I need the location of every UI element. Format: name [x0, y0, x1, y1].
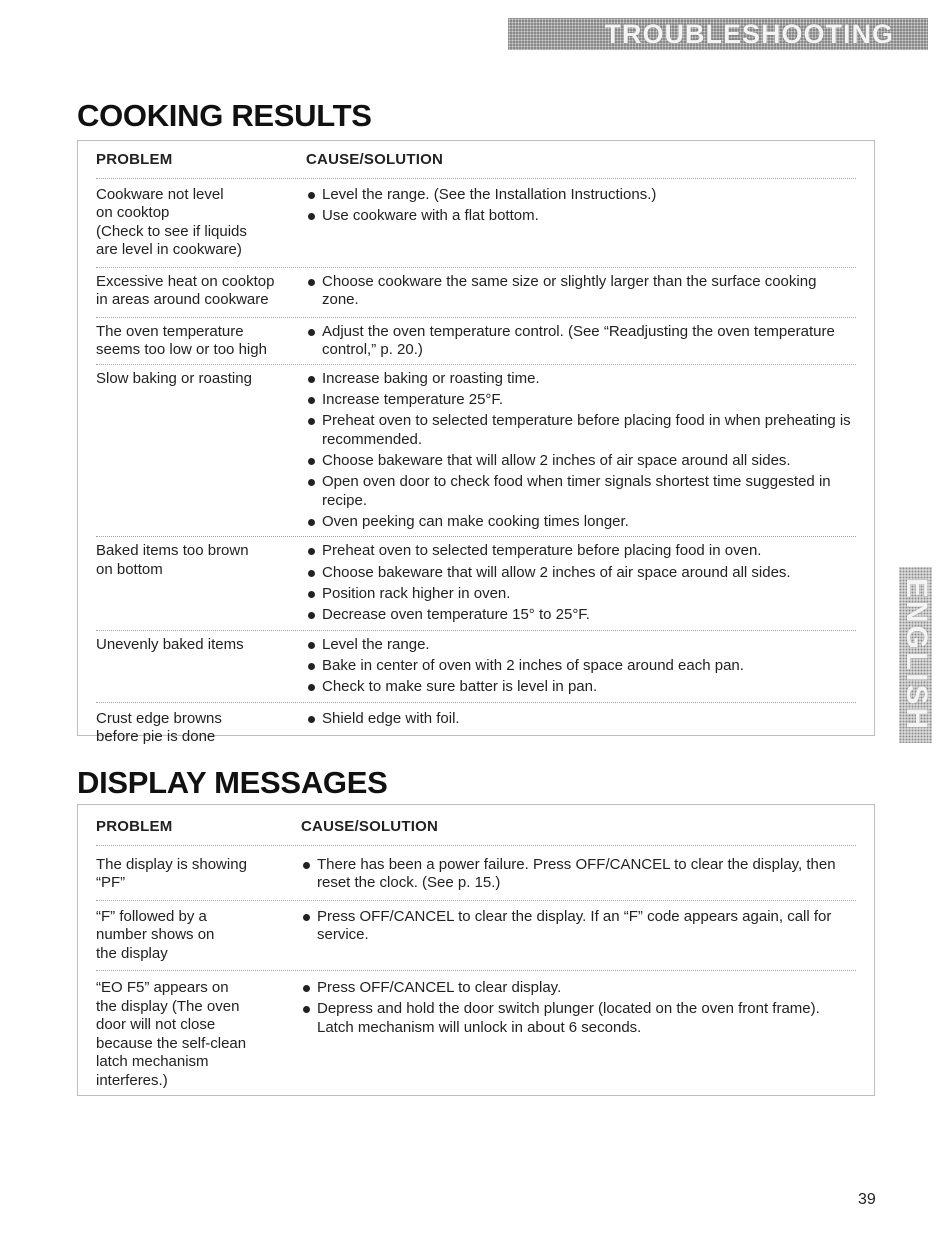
- solution-cell: [306, 636, 856, 697]
- solution-text: Choose bakeware that will allow 2 inches of air space around all sides.: [322, 451, 791, 469]
- problem-line: are level in cookware): [96, 241, 242, 258]
- bullet-icon: [308, 548, 315, 555]
- solution-item: [306, 710, 856, 729]
- problem-column-header: PROBLEM: [96, 151, 173, 168]
- bullet-icon: [308, 192, 315, 199]
- solution-item: [301, 856, 856, 893]
- table-row: [96, 268, 856, 318]
- solution-text: Level the range. (See the Installation Instructions.): [322, 185, 657, 203]
- solution-text: Depress and hold the door switch plunger (located on the oven front frame). Latch mechanism will unlock in about 6 seconds.: [317, 1000, 820, 1036]
- bullet-icon: [308, 570, 315, 577]
- solution-text: Choose bakeware that will allow 2 inches of air space around all sides.: [322, 563, 791, 581]
- bullet-icon: [303, 1006, 310, 1013]
- problem-cell: [96, 908, 301, 964]
- cooking-results-table: [77, 140, 875, 746]
- table-row: [96, 365, 856, 538]
- problem-cell: [96, 186, 306, 260]
- solution-item: [306, 412, 856, 449]
- bullet-icon: [308, 458, 315, 465]
- solution-item: [306, 473, 856, 510]
- solution-item: [306, 207, 856, 226]
- solution-list: [306, 370, 856, 532]
- problem-cell: [96, 979, 301, 1090]
- solution-text: Check to make sure batter is level in pan.: [322, 678, 598, 696]
- problem-line: “F” followed by a: [96, 907, 207, 925]
- solution-item: [306, 636, 856, 655]
- bullet-icon: [308, 418, 315, 425]
- table-row: [96, 846, 856, 901]
- solution-item: [306, 273, 856, 310]
- solution-text: Increase temperature 25°F.: [322, 390, 504, 408]
- solution-cell: [306, 710, 856, 747]
- bullet-icon: [308, 213, 315, 220]
- problem-cell: [96, 856, 301, 893]
- solution-item: [306, 186, 856, 205]
- table-row: [96, 971, 856, 1095]
- problem-cell: [96, 710, 306, 747]
- table-row: [96, 703, 856, 752]
- bullet-icon: [303, 914, 310, 921]
- problem-line: Unevenly baked items: [96, 635, 244, 653]
- problem-line: The oven temperature: [96, 322, 244, 340]
- page-number: 39: [858, 1191, 876, 1208]
- table-row: [96, 631, 856, 703]
- solution-item: [306, 606, 856, 625]
- problem-line: the display (The oven: [96, 997, 240, 1015]
- banner-title: TROUBLESHOOTING: [604, 18, 894, 49]
- solution-cell: [306, 370, 856, 532]
- troubleshooting-banner: [508, 18, 928, 50]
- solution-cell: [301, 856, 856, 893]
- solution-text: Position rack higher in oven.: [322, 585, 511, 603]
- problem-cell: [96, 636, 306, 697]
- bullet-icon: [308, 716, 315, 723]
- solution-list: [306, 323, 856, 360]
- solution-item: [306, 678, 856, 697]
- bullet-icon: [308, 329, 315, 336]
- problem-line: Excessive heat on cooktop: [96, 272, 275, 290]
- bullet-icon: [308, 663, 315, 670]
- solution-list: [306, 186, 856, 226]
- solution-text: Oven peeking can make cooking times longer.: [322, 512, 629, 530]
- bullet-icon: [308, 612, 315, 619]
- table-row: [96, 901, 856, 972]
- problem-line: “PF”: [96, 874, 126, 891]
- solution-cell: [306, 323, 856, 360]
- solution-list: [306, 710, 856, 729]
- table-row: [96, 179, 856, 268]
- bullet-icon: [308, 397, 315, 404]
- solution-text: Preheat oven to selected temperature before placing food in when preheating is recommended.: [322, 412, 851, 448]
- table-row: [96, 318, 856, 365]
- problem-cell: [96, 273, 306, 310]
- solution-item: [306, 323, 856, 360]
- solution-item: [301, 1000, 856, 1037]
- problem-line: latch mechanism: [96, 1053, 209, 1070]
- solution-text: Open oven door to check food when timer signals shortest time suggested in recipe.: [322, 473, 831, 509]
- problem-line: number shows on: [96, 926, 215, 943]
- solution-text: Press OFF/CANCEL to clear display.: [317, 979, 562, 996]
- solution-item: [306, 391, 856, 410]
- solution-item: [306, 542, 856, 561]
- solution-list: [301, 908, 856, 945]
- solution-item: [306, 452, 856, 471]
- problem-line: in areas around cookware: [96, 291, 269, 308]
- solution-item: [301, 908, 856, 945]
- solution-cell: [306, 186, 856, 260]
- solution-text: Level the range.: [322, 635, 430, 653]
- problem-line: on bottom: [96, 560, 163, 578]
- solution-item: [306, 370, 856, 389]
- bullet-icon: [303, 862, 310, 869]
- problem-line: the display: [96, 944, 168, 962]
- solution-cell: [306, 273, 856, 310]
- solution-text: Press OFF/CANCEL to clear the display. If an “F” code appears again, call for service.: [317, 907, 832, 943]
- bullet-icon: [303, 985, 310, 992]
- solution-item: [306, 657, 856, 676]
- bullet-icon: [308, 519, 315, 526]
- problem-line: door will not close: [96, 1016, 216, 1033]
- problem-line: on cooktop: [96, 204, 170, 221]
- table-header-row: [96, 805, 856, 846]
- problem-line: Slow baking or roasting: [96, 369, 252, 387]
- solution-list: [306, 636, 856, 697]
- language-side-tab: [899, 567, 932, 743]
- problem-cell: [96, 542, 306, 624]
- solution-column-header: CAUSE/SOLUTION: [301, 818, 438, 835]
- bullet-icon: [308, 591, 315, 598]
- bullet-icon: [308, 279, 315, 286]
- problem-line: because the self-clean: [96, 1034, 247, 1052]
- solution-text: Choose cookware the same size or slightly larger than the surface cooking zone.: [322, 272, 817, 308]
- table-header-row: [96, 141, 856, 179]
- solution-list: [301, 979, 856, 1037]
- solution-item: [301, 979, 856, 998]
- bullet-icon: [308, 642, 315, 649]
- solution-text: Adjust the oven temperature control. (See “Readjusting the oven temperature control,” p. 20.): [322, 322, 835, 358]
- solution-list: [301, 856, 856, 893]
- solution-cell: [301, 908, 856, 964]
- solution-column-header: CAUSE/SOLUTION: [306, 151, 443, 168]
- solution-item: [306, 513, 856, 532]
- solution-cell: [306, 542, 856, 624]
- problem-line: interferes.): [96, 1071, 168, 1089]
- problem-line: “EO F5” appears on: [96, 979, 229, 996]
- solution-text: Decrease oven temperature 15° to 25°F.: [322, 606, 590, 624]
- display-messages-table: [77, 804, 875, 1096]
- problem-column-header: PROBLEM: [96, 818, 173, 835]
- bullet-icon: [308, 376, 315, 383]
- problem-cell: [96, 370, 306, 532]
- solution-text: Increase baking or roasting time.: [322, 369, 540, 387]
- problem-line: Cookware not level: [96, 185, 224, 203]
- problem-line: before pie is done: [96, 728, 216, 746]
- solution-item: [306, 564, 856, 583]
- table-row: [96, 537, 856, 630]
- display-messages-title: DISPLAY MESSAGES: [77, 765, 388, 800]
- solution-text: There has been a power failure. Press OFF/CANCEL to clear the display, then reset the clock. (See p. 15.): [317, 855, 836, 891]
- problem-line: seems too low or too high: [96, 341, 267, 358]
- solution-text: Use cookware with a flat bottom.: [322, 206, 539, 224]
- cooking-results-title: COOKING RESULTS: [77, 98, 372, 133]
- solution-list: [306, 542, 856, 624]
- problem-line: Baked items too brown: [96, 542, 249, 560]
- solution-text: Bake in center of oven with 2 inches of space around each pan.: [322, 657, 744, 675]
- solution-text: Preheat oven to selected temperature before placing food in oven.: [322, 542, 762, 560]
- problem-line: The display is showing: [96, 855, 247, 873]
- problem-cell: [96, 323, 306, 360]
- problem-line: Crust edge browns: [96, 709, 222, 727]
- solution-item: [306, 585, 856, 604]
- bullet-icon: [308, 684, 315, 691]
- bullet-icon: [308, 479, 315, 486]
- solution-list: [306, 273, 856, 310]
- solution-text: Shield edge with foil.: [322, 709, 460, 727]
- side-tab-label: ENGLISH: [899, 577, 933, 733]
- solution-cell: [301, 979, 856, 1090]
- problem-line: (Check to see if liquids: [96, 222, 247, 240]
